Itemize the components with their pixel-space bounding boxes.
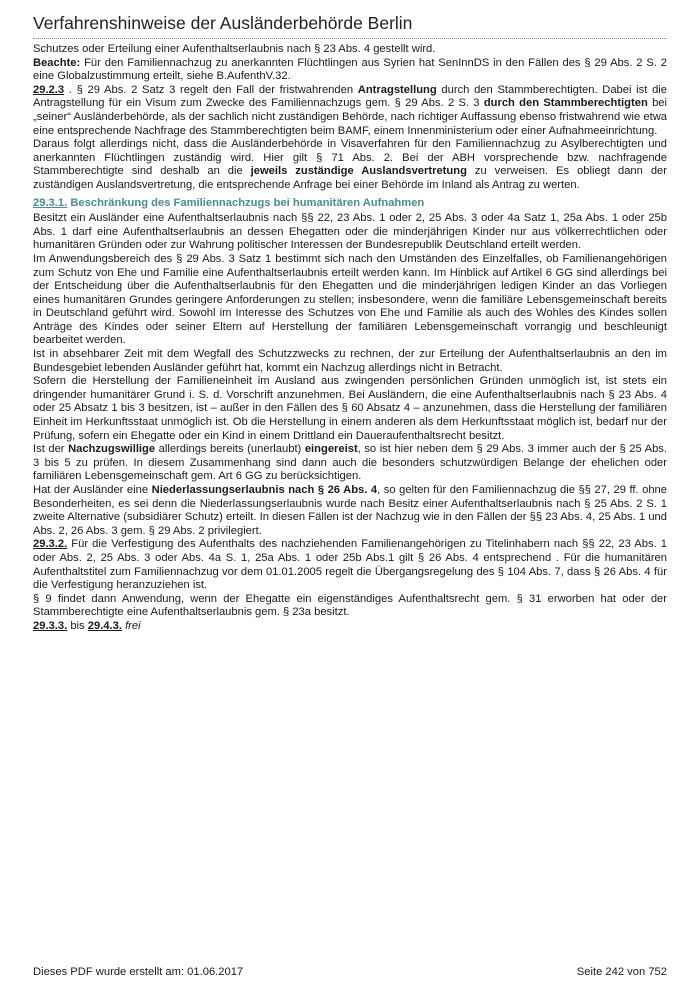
paragraph-text: Hat der Ausländer eine [33, 484, 152, 496]
page-title: Verfahrenshinweise der Ausländerbehörde Berlin [33, 13, 413, 33]
creation-date: Dieses PDF wurde erstellt am: 01.06.2017 [33, 966, 244, 978]
paragraph-text: bis [67, 619, 88, 632]
bold-text: jeweils zuständige Auslandsvertretung [250, 165, 467, 178]
paragraph-text: Daraus folgt allerdings nicht, dass die Ausländerbehörde in Visaverfahren für den Familiennachzug zu Asylberechtigten und anerkannten Flüchtlingen zuständig wird. Hier gilt § 71 Abs. 2. Bei der ABH vorsprechende bzw. nachfragende Stammberechtigte sind deshalb an die [33, 138, 667, 178]
paragraph-text: § 9 findet dann Anwendung, wenn der Ehegatte ein eigenständiges Aufenthaltsrecht gem. § 31 erworben hat oder der Stammberechtigte eine Aufenthaltserlaubnis gem. § 23a besitzt. [33, 592, 667, 619]
paragraph-text: Im Anwendungsbereich des § 29 Abs. 3 Satz 1 bestimmt sich nach den Umständen des Einzelfalles, ob Familienangehörigen zum Schutz von Ehe und Familie eine Aufenthaltserlaubnis erteilt werden kann. Im Hinblick auf Artikel 6 GG sind allerdings bei der Entscheidung über die Aufenthaltserlaubnis für den Ehegatten und die minderjährigen ledigen Kinder an das Vorliegen eines humanitären Grundes geringere Anforderungen zu stellen; insbesondere, wenn die familiäre Lebensgemeinschaft bereits in Deutschland geführt wird. Sowohl im Interesse des Schutzes von Ehe und Familie als auch des Wohles des Kindes sollen Anträge des Kindes oder seiner Eltern auf Herstellung der familiären Lebensgemeinschaft vorrangig und beschleunigt bearbeitet werden. [33, 252, 667, 347]
paragraph-text: Für den Familiennachzug zu anerkannten Flüchtlingen aus Syrien hat SenInnDS in den Fällen des § 29 Abs. 2 S. 2 eine Globalzustimmung erteilt, siehe B.AufenthV.32. [33, 56, 667, 83]
paragraph [33, 375, 667, 443]
paragraph [33, 593, 667, 620]
bold-text: Niederlassungserlaubnis nach § 26 Abs. 4 [151, 484, 378, 496]
paragraph-text: Ist der [33, 443, 69, 456]
page-header [33, 12, 667, 39]
section-link-29-2-3[interactable]: 29.2.3 [33, 83, 65, 96]
section-link-29-3-2[interactable]: 29.3.2. [33, 538, 68, 551]
paragraph-text: , so ist hier neben dem § 29 Abs. 3 immer auch der § 25 Abs. 3 bis 5 zu prüfen. In diesem Zusammenhang sind dann auch die besonders schutzwürdigen Belange der ehelichen oder familiären Lebensgemeinschaft gem. Art 6 GG zu berücksichtigen. [33, 443, 668, 483]
page-footer [33, 966, 667, 978]
section-link-29-3-3[interactable]: 29.3.3. [33, 619, 68, 632]
paragraph [33, 484, 667, 538]
paragraph-text: , so gelten für den Familiennachzug die §§ 27, 29 ff. ohne Besonderheiten, es sei denn die Niederlassungserlaubnis wurde nach Besitz einer Aufenthaltserlaubnis nach § 25 Abs. 2 S. 1 zweite Alternative (subsidiärer Schutz) erteilt. In diesen Fällen ist der Nachzug wie in den Fällen der §§ 23 Abs. 4, 25 Abs. 1 und Abs. 2, 26 Abs. 3 gem. § 29 Abs. 2 privilegiert. [33, 484, 668, 537]
paragraph [33, 43, 667, 57]
paragraph-text: Ist in absehbarer Zeit mit dem Wegfall des Schutzzwecks zu rechnen, der zur Erteilung der Aufenthaltserlaubnis an den im Bundesgebiet lebenden Ausländer geführt hat, kommt ein Nachzug allerdings nicht in Betracht. [33, 348, 667, 374]
bold-text: Nachzugswillige [68, 443, 156, 456]
paragraph-text: Sofern die Herstellung der Familieneinheit im Ausland aus zwingenden persönlichen Gründen unmöglich ist, ist stets ein dringender humanitärer Grund i. S. d. Vorschrift anzunehmen. Bei Ausländern, die eine Aufenthaltserlaubnis nach § 23 Abs. 4 oder 25 Absatz 1 bis 3 besitzen, ist – außer in den Fällen des § 60 Absatz 4 – anzunehmen, dass die Herstellung der familiären Einheit im Herkunftsstaat unmöglich ist. Ob die Herstellung in einem anderen als dem Herkunftsstaat möglich ist, bedarf nur der Prüfung, sofern ein Ehegatte oder ein Kind in einem Drittland ein Daueraufenthaltsrecht besitzt. [33, 375, 667, 442]
header-divider [33, 38, 667, 39]
paragraph-text: Schutzes oder Erteilung einer Aufenthaltserlaubnis nach § 23 Abs. 4 gestellt wird. [33, 43, 436, 55]
paragraph-29-3-3 [33, 620, 667, 634]
bold-text: eingereist [304, 443, 358, 456]
page-number: Seite 242 von 752 [576, 966, 667, 978]
paragraph-note [33, 57, 667, 84]
bold-text: durch den Stammberechtigten [483, 97, 648, 110]
paragraph-text: . § 29 Abs. 2 Satz 3 regelt den Fall der fristwahrenden [64, 83, 358, 96]
paragraph-text: durch den Stammberechtigten. Dabei ist die Antragstellung für ein Visum zum Zwecke des Familiennachzugs gem. § 29 Abs. 2 S. 3 [33, 83, 667, 110]
document-body [33, 43, 667, 634]
bold-text: Antragstellung [357, 83, 437, 96]
paragraph [33, 443, 667, 484]
note-label: Beachte: [33, 56, 81, 69]
section-link-29-4-3[interactable]: 29.4.3. [87, 619, 122, 632]
paragraph [33, 253, 667, 348]
paragraph [33, 348, 667, 375]
section-title: Beschränkung des Familiennachzugs bei humanitären Aufnahmen [67, 196, 425, 209]
paragraph-text: allerdings bereits (unerlaubt) [155, 443, 305, 456]
section-link-29-3-1[interactable]: 29.3.1. [33, 196, 68, 209]
paragraph [33, 138, 667, 192]
paragraph [33, 212, 667, 253]
italic-text: frei [121, 619, 141, 632]
paragraph-text: Für die Verfestigung des Aufenthalts des nachziehenden Familienangehörigen zu Titelinhabern nach §§ 22, 23 Abs. 1 oder Abs. 2, 25 Abs. 3 oder Abs. 4a S. 1, 25a Abs. 1 oder 25b Abs.1 gilt § 26 Abs. 4 entsprechend . Für die humanitären Aufenthaltstitel zum Familiennachzug vor dem 01.01.2005 regelt die Übergangsregelung des § 104 Abs. 7, dass § 26 Abs. 4 für die Verfestigung heranzuziehen ist. [33, 538, 667, 592]
paragraph-29-3-2 [33, 538, 667, 592]
paragraph-text: bei „seiner“ Ausländerbehörde, als der sachlich nicht zuständigen Behörde, nach richtiger Auffassung ebenso fristwahrend wie etwa eine entsprechende Nachfrage des Stammberechtigten beim BAMF, einem Innenministerium oder einer Aufnahmeeinrichtung. [33, 97, 668, 137]
paragraph-29-2-3 [33, 84, 667, 138]
paragraph-text: zu verweisen. Es obliegt dann der zuständigen Auslandsvertretung, die entsprechende Anfrage bei einer Behörde im Inland als Antrag zu werten. [33, 165, 667, 191]
section-heading-29-3-1 [33, 197, 667, 211]
paragraph-text: Besitzt ein Ausländer eine Aufenthaltserlaubnis nach §§ 22, 23 Abs. 1 oder 2, 25 Abs. 3 oder 4a Satz 1, 25a Abs. 1 oder 25b Abs. 1 darf eine Aufenthaltserlaubnis an dessen Ehegatten oder die minderjährigen Kinder nur aus völkerrechtlichen oder humanitären Gründen oder zur Wahrung politischer Interessen der Bundesrepublik Deutschland erteilt werden. [33, 212, 667, 252]
